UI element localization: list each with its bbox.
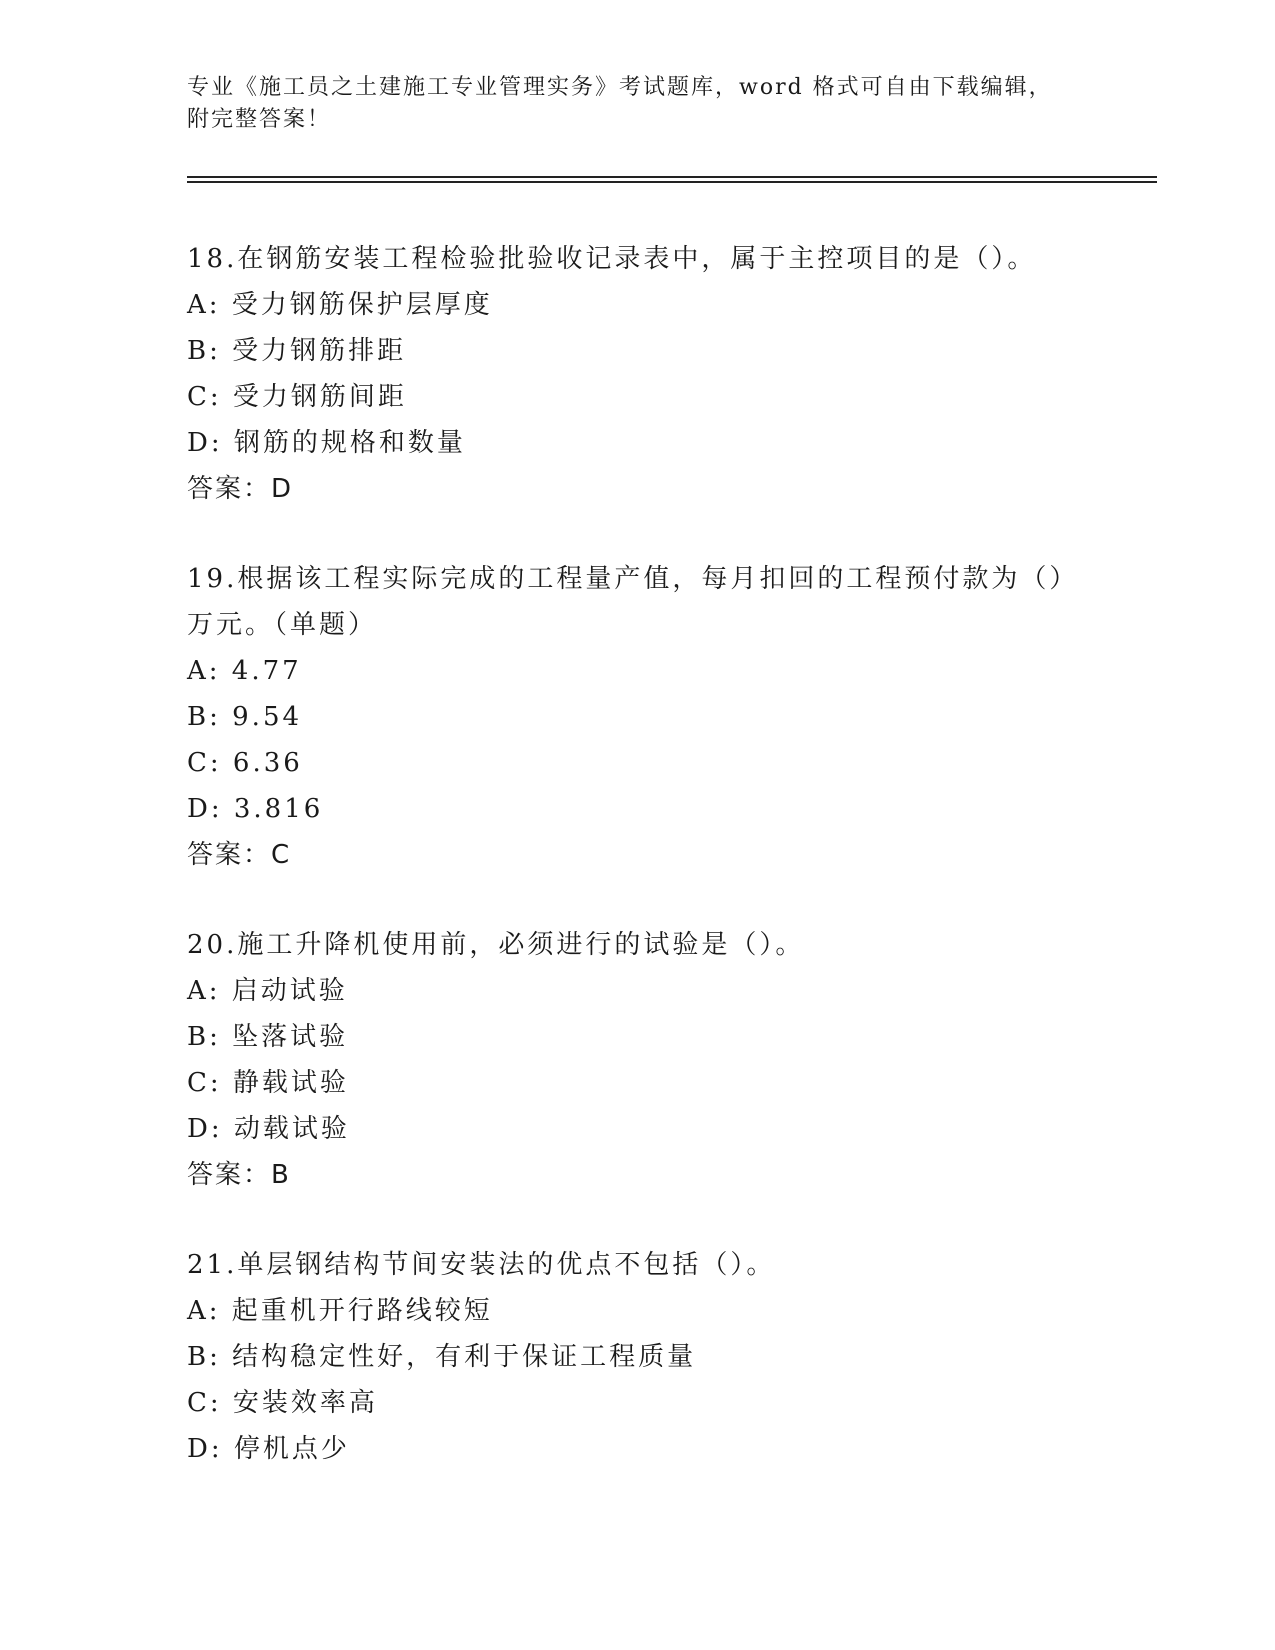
option-d: D: 钢筋的规格和数量 <box>187 428 466 458</box>
option-d: D: 停机点少 <box>187 1434 350 1464</box>
document-header <box>187 72 1087 136</box>
question-20 <box>187 922 1087 1198</box>
option-a: A: 受力钢筋保护层厚度 <box>187 290 493 320</box>
option-c: C: 受力钢筋间距 <box>187 382 407 412</box>
option-c: C: 静载试验 <box>187 1068 349 1098</box>
header-line-2: 附完整答案！ <box>187 107 332 132</box>
option-a: A: 启动试验 <box>187 976 348 1006</box>
answer: 答案：B <box>187 1160 291 1190</box>
question-text: 21.单层钢结构节间安装法的优点不包括（）。 <box>187 1250 776 1280</box>
header-divider-top <box>187 176 1157 178</box>
option-b: B: 受力钢筋排距 <box>187 336 407 366</box>
option-c: C: 6.36 <box>187 748 303 778</box>
option-b: B: 9.54 <box>187 702 303 732</box>
question-list <box>187 236 1087 1516</box>
answer: 答案：D <box>187 474 294 504</box>
answer: 答案：C <box>187 840 292 870</box>
question-21 <box>187 1242 1087 1472</box>
option-b: B: 结构稳定性好，有利于保证工程质量 <box>187 1342 697 1372</box>
option-b: B: 坠落试验 <box>187 1022 349 1052</box>
option-d: D: 动载试验 <box>187 1114 350 1144</box>
header-line-1: 专业《施工员之土建施工专业管理实务》考试题库，word 格式可自由下载编辑， <box>187 75 1053 100</box>
question-text: 18.在钢筋安装工程检验批验收记录表中，属于主控项目的是（）。 <box>187 244 1037 274</box>
question-19 <box>187 556 1087 878</box>
question-text: 20.施工升降机使用前，必须进行的试验是（）。 <box>187 930 805 960</box>
question-18 <box>187 236 1087 512</box>
option-d: D: 3.816 <box>187 794 324 824</box>
option-a: A: 起重机开行路线较短 <box>187 1296 493 1326</box>
question-text: 19.根据该工程实际完成的工程量产值，每月扣回的工程预付款为（）万元。（单题） <box>187 564 1079 640</box>
option-a: A: 4.77 <box>187 656 302 686</box>
header-divider-bottom <box>187 181 1157 183</box>
option-c: C: 安装效率高 <box>187 1388 378 1418</box>
